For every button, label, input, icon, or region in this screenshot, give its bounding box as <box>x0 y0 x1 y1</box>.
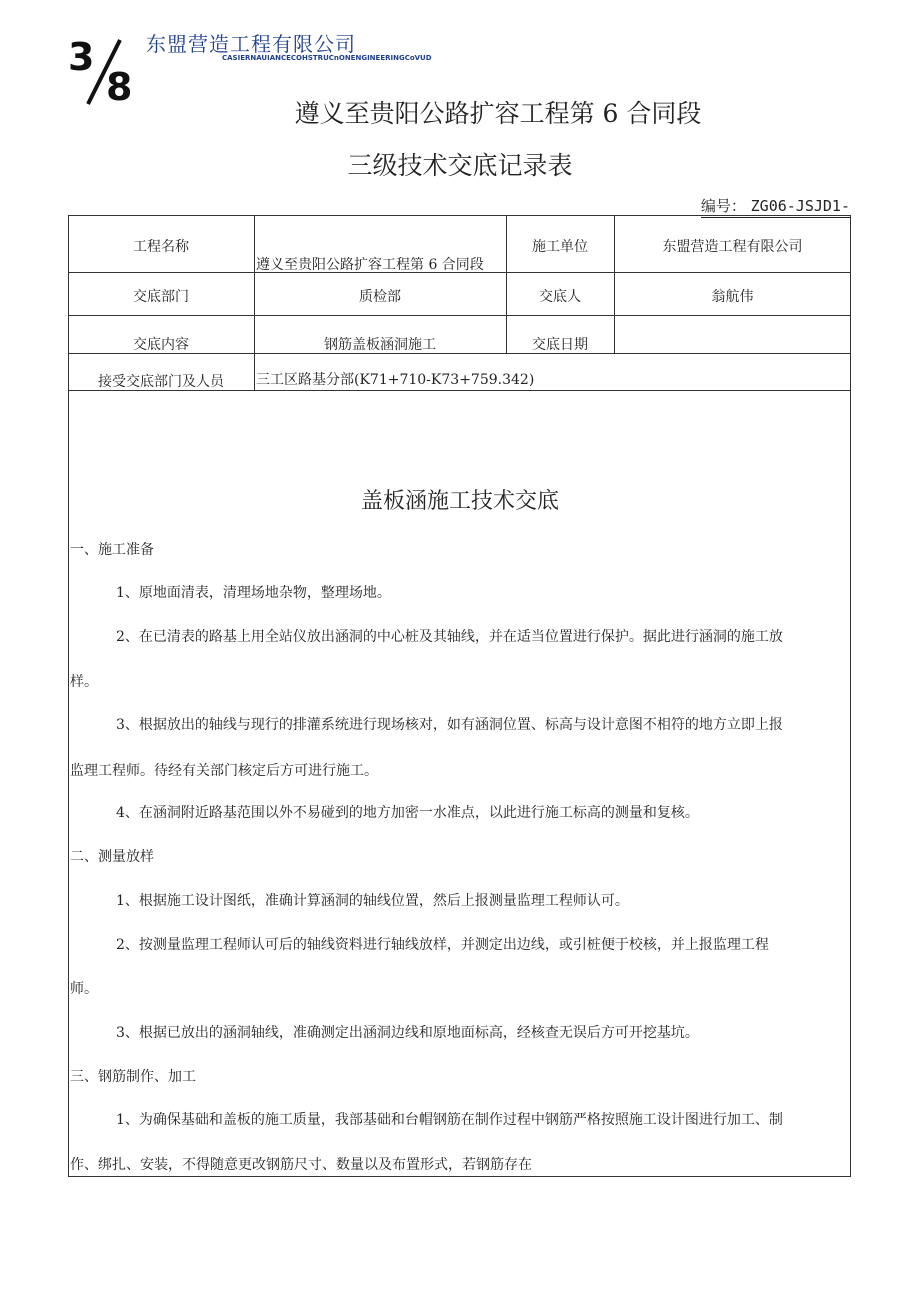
logo-digit-three: 3 <box>68 35 95 79</box>
paragraph-1-3: 3、根据放出的轴线与现行的排灌系统进行现场核对，如有涵洞位置、标高与设计意图不相符的地方立即上报 <box>116 717 783 733</box>
receiver-value: 三工区路基分部(K71+710-K73+759.342) <box>256 372 535 388</box>
paragraph-1-3-cont: 监理工程师。待经有关部门核定后方可进行施工。 <box>70 763 378 779</box>
paragraph-2-2: 2、按测量监理工程师认可后的轴线资料进行轴线放样，并测定出边线，或引桩便于校核，并上报监理工程 <box>116 937 769 953</box>
logo-digit-eight: 8 <box>106 65 133 109</box>
section-title: 盖板涵施工技术交底 <box>360 489 559 514</box>
receiver-label: 接受交底部门及人员 <box>98 374 224 390</box>
paragraph-3-1: 1、为确保基础和盖板的施工质量，我部基础和台帽钢筋在制作过程中钢筋严格按照施工设计图进行加工、制 <box>116 1112 783 1128</box>
row-divider-2 <box>68 315 851 316</box>
paragraph-1-2: 2、在已清表的路基上用全站仪放出涵洞的中心桩及其轴线，并在适当位置进行保护。据此进行涵洞的施工放 <box>116 629 783 645</box>
paragraph-2-1: 1、根据施工设计图纸，准确计算涵洞的轴线位置，然后上报测量监理工程师认可。 <box>116 893 629 909</box>
heading-rebar: 三、钢筋制作、加工 <box>70 1069 196 1085</box>
heading-preparation: 一、施工准备 <box>70 542 154 558</box>
document-title: 遵义至贵阳公路扩容工程第 6 合同段 <box>294 99 702 128</box>
construction-unit-label: 施工单位 <box>532 239 588 255</box>
project-name-value: 遵义至贵阳公路扩容工程第 6 合同段 <box>256 257 484 273</box>
department-label: 交底部门 <box>133 289 189 305</box>
document-subtitle: 三级技术交底记录表 <box>347 151 573 180</box>
content-label: 交底内容 <box>133 337 189 353</box>
heading-survey: 二、测量放样 <box>70 849 154 865</box>
person-value: 翁航伟 <box>711 289 754 305</box>
content-value: 钢筋盖板涵洞施工 <box>324 337 436 353</box>
company-name-en: CASIERNAUIANCECOHSTRUCnONENGINEERINGCoVUD <box>222 54 432 62</box>
paragraph-2-2-cont: 师。 <box>70 981 98 997</box>
project-name-label: 工程名称 <box>133 239 189 255</box>
person-label: 交底人 <box>539 289 581 305</box>
construction-unit-value: 东盟营造工程有限公司 <box>662 239 803 255</box>
paragraph-2-3: 3、根据已放出的涵洞轴线，准确测定出涵洞边线和原地面标高，经核查无误后方可开挖基坑。 <box>116 1025 699 1041</box>
paragraph-3-1-cont: 作、绑扎、安装，不得随意更改钢筋尺寸、数量以及布置形式，若钢筋存在 <box>70 1157 532 1173</box>
paragraph-1-1: 1、原地面清表，清理场地杂物，整理场地。 <box>116 585 391 601</box>
paragraph-1-2-cont: 样。 <box>70 674 98 690</box>
code-value: ZG06-JSJD1- <box>750 197 850 215</box>
code-label: 编号： <box>700 197 746 215</box>
date-label: 交底日期 <box>532 337 588 353</box>
paragraph-1-4: 4、在涵洞附近路基范围以外不易碰到的地方加密一水准点，以此进行施工标高的测量和复核。 <box>116 805 699 821</box>
company-name-cn: 东盟营造工程有限公司 <box>146 32 356 56</box>
department-value: 质检部 <box>359 289 401 305</box>
